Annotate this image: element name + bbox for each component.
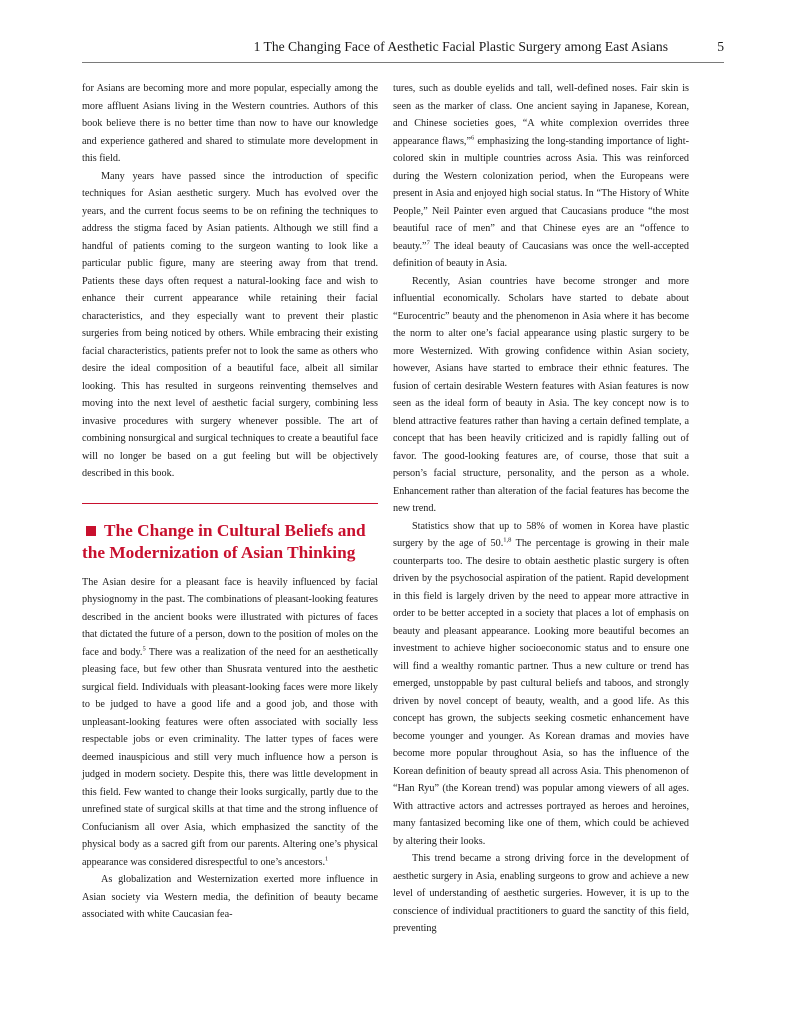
citation: 7 (426, 239, 430, 247)
paragraph: Recently, Asian countries have become stronger and more influential economically. Scholars have started to debate about “Eurocentric” beauty and the phenomenon in Asia where it has become the norm to alter one’s facial appearance using plastic surgery to be more Westernized. With growing confidence within Asian society, however, Asians have started to embrace their ethnic features. The fusion of certain desirable Western features with Asian features is now seen as the ideal form of beauty in Asia. The key concept now is to blend attractive features rather than having a certain defined template, a concept that has been heavily criticized and is rapidly falling out of favor. The good-looking features are, of course, those that suit a person’s facial structure, personality, and the person as a whole. Enhancement rather than alteration of the facial features has become the new trend. (393, 275, 689, 514)
text-run: tures, such as double eyelids and tall, well-defined noses. Fair skin is seen as the marker of class. One ancient saying in Japanese, Korean, and Chinese societies goes, “A white complexion overrides three appearance flaws,” (393, 83, 689, 147)
paragraph: Many years have passed since the introduction of specific techniques for Asian aesthetic surgery. Much has evolved over the years, and the current focus seems to be on refining the techniques to address the stigma faced by Asian patients. Although we still find a handful of patients coming to the surgeon wanting to look like a particular public figure, many are steering away from that trend. Patients these days often request a natural-looking face and wish to enhance their current appearance while retaining their facial characteristics, and they especially want to prevent their plastic surgeries from being noticed by others. While embracing their existing facial characteristics, patients prefer not to look the same as others who desire the ideal composition of a beautiful face, albeit all similar looking. This has resulted in surgeons reinventing themselves and moving into the next level of aesthetic facial surgery, combining less invasive procedures with surgery whenever possible. The art of combining nonsurgical and surgical techniques to create a beautiful face will no longer be based on a gut feeling but will be objectively described in this book. (82, 170, 378, 479)
citation: 6 (471, 134, 475, 142)
paragraph (82, 574, 378, 872)
running-header (82, 37, 724, 57)
citation: 1,8 (503, 536, 512, 544)
section-heading-text: The Change in Cultural Beliefs and the Modernization of Asian Thinking (82, 520, 366, 562)
left-column (82, 80, 378, 924)
square-bullet-icon (86, 526, 96, 536)
running-title: 1 The Changing Face of Aesthetic Facial Plastic Surgery among East Asians (253, 39, 668, 54)
citation: 1 (325, 855, 329, 863)
text-run: There was a realization of the need for an aesthetically pleasing face, but few other than Shusrata ventured into the aesthetic surgical field. Individuals with pleasant-looking faces were more likely to be judged to have a good life and a good job, and those with unpleasant-looking features were often associated with socially less respectable jobs or even criminality. The latter types of faces were deemed inauspicious and still very much influence how a person is judged in modern society. Despite this, there was little development in this field. Few wanted to change their looks surgically, partly due to the unrefined state of surgical skills at that time and the strong influence of Confucianism all over Asia, which emphasized the sanctity of the physical body as a sacred gift from our parents. Altering one’s physical appearance was considered disrespectful to one’s ancestors. (82, 646, 378, 868)
text-run: The ideal beauty of Caucasians was once the well-accepted definition of beauty in Asia. (393, 240, 689, 269)
right-column (393, 80, 689, 938)
paragraph: for Asians are becoming more and more popular, especially among the more affluent Asians living in the Western countries. Authors of this book believe there is no better time than now to have our knowledge and experience gathered and shared to stimulate more development in this field. (82, 83, 378, 164)
text-run: The percentage is growing in their male counterparts too. The desire to obtain aesthetic plastic surgery is often driven by the psychosocial aspiration of the patient. Rapid development in this field is largely driven by the need to appear more attractive in order to be better accepted in a society that places a lot of emphasis on beauty and pleasant appearance. Looking more beautiful becomes an investment to achieve higher socioeconomic status and to ensure one will find a wealthy romantic partner. Thus a new culture or trend has emerged, unstoppable by past cultural beliefs and taboos, and strongly driven by novel concept of beauty, wealth, and a good life. As this concept has grown, the subjects seeking cosmetic enhancement have become younger and younger. As Korean dramas and movies have become more popular throughout Asia, so has the influence of the Korean definition of beauty spread all across Asia. This phenomenon of “Han Ryu” (the Korean trend) was popular among viewers of all ages. With attractive actors and actresses portrayed as heroes and heroines, many fantasized becoming like one of them, which could be achieved by altering their looks. (393, 538, 689, 847)
page-number: 5 (717, 39, 724, 54)
section-rule (82, 503, 378, 504)
section-heading (82, 520, 378, 564)
text-run: emphasizing the long-standing importance of light-colored skin in multiple countries across Asia. This was reinforced during the Western colonization period, when the Europeans were present in Asia and enjoyed high social status. In “The History of White People,” Neil Painter even argued that Caucasians produce “the most beautiful race of men” and that Chinese eyes are an “offence to beauty.” (393, 135, 689, 252)
paragraph: As globalization and Westernization exerted more influence in Asian society via Western media, the definition of beauty became associated with white Caucasian fea- (82, 874, 378, 920)
paragraph (393, 80, 689, 273)
text-run: The Asian desire for a pleasant face is heavily influenced by facial physiognomy in the past. The combinations of pleasant-looking features described in the ancient books were illustrated with pictures of faces that dictated the future of a person, down to the position of moles on the face and body. (82, 576, 378, 658)
text-run: Statistics show that up to 58% of women in Korea have plastic surgery by the age of 50. (393, 520, 689, 549)
paragraph: This trend became a strong driving force in the development of aesthetic surgery in Asia, enabling surgeons to grow and achieve a new level of understanding of aesthetic surgeries. However, it is up to the conscience of individual practitioners to guard the sanctity of this field, preventing (393, 853, 689, 934)
citation: 5 (142, 645, 146, 653)
paragraph (393, 518, 689, 851)
header-rule (82, 62, 724, 63)
